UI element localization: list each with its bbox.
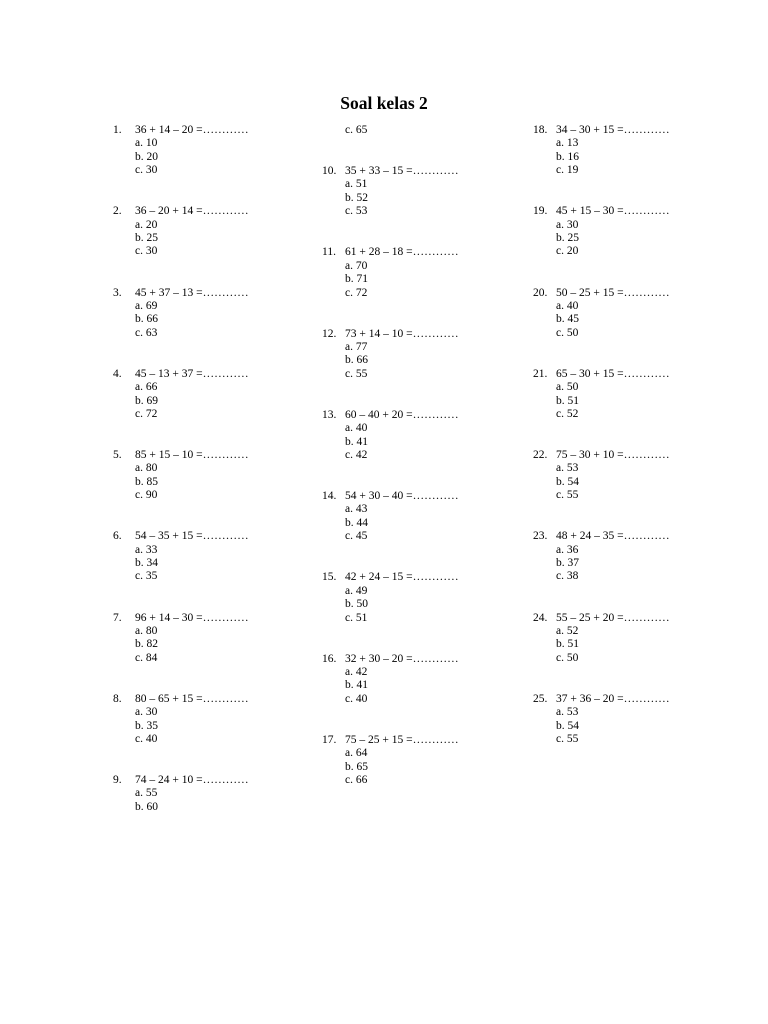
answer-option: c. 40: [345, 692, 368, 705]
answer-option: b. 50: [345, 598, 368, 611]
answer-option: b. 35: [135, 719, 158, 732]
answer-option: a. 30: [556, 218, 579, 231]
question-expression: 96 + 14 – 30 =…………: [135, 611, 249, 624]
question-expression: 85 + 15 – 10 =…………: [135, 449, 249, 461]
answer-option: a. 52: [556, 624, 579, 637]
answer-option: b. 66: [345, 354, 368, 367]
answer-option: c. 40: [135, 732, 158, 745]
question-expression: 60 – 40 + 20 =…………: [345, 408, 459, 421]
question-expression: 36 – 20 + 14 =…………: [135, 205, 249, 218]
answer-option: c. 55: [556, 732, 579, 745]
question-expression: 37 + 36 – 20 =…………: [556, 692, 670, 705]
answer-option: c. 55: [556, 489, 579, 502]
answer-option: a. 77: [345, 340, 368, 353]
answer-option: c. 90: [135, 489, 158, 502]
answer-option: b. 41: [345, 435, 368, 448]
question-number: 7.: [113, 611, 122, 624]
question-expression: 54 – 35 + 15 =…………: [135, 530, 249, 543]
question-expression: 80 – 65 + 15 =…………: [135, 692, 249, 705]
question-number: 25.: [533, 692, 548, 705]
answer-option: b. 44: [345, 516, 368, 529]
answer-option: c. 50: [556, 651, 579, 664]
answer-option: a. 30: [135, 706, 158, 719]
answer-option: b. 85: [135, 475, 158, 488]
answer-option: b. 66: [135, 313, 158, 326]
question-expression: 34 – 30 + 15 =…………: [556, 124, 670, 136]
answer-option: c. 52: [556, 407, 579, 420]
answer-option: a. 36: [556, 543, 579, 556]
question-number: 1.: [113, 124, 122, 136]
answer-option: c. 66: [345, 774, 368, 786]
answer-option: a. 80: [135, 462, 158, 475]
question-number: 6.: [113, 530, 122, 543]
answer-option: c. 84: [135, 651, 158, 664]
question-number: 19.: [533, 205, 548, 218]
question-expression: 75 – 25 + 15 =…………: [345, 733, 459, 746]
answer-option: b. 20: [135, 150, 158, 163]
question-expression: 74 – 24 + 10 =…………: [135, 774, 249, 786]
answer-option: a. 42: [345, 665, 368, 678]
question-expression: 65 – 30 + 15 =…………: [556, 367, 670, 380]
question-expression: 45 – 13 + 37 =…………: [135, 367, 249, 380]
question-number: 3.: [113, 286, 122, 299]
question-expression: 36 + 14 – 20 =…………: [135, 124, 249, 136]
answer-option: a. 53: [556, 706, 579, 719]
question-number: 16.: [322, 652, 337, 665]
question-number: 23.: [533, 530, 548, 543]
question-number: 10.: [322, 165, 337, 178]
answer-option: c. 19: [556, 164, 579, 177]
answer-option: b. 82: [135, 638, 158, 651]
answer-option: a. 80: [135, 624, 158, 637]
answer-option: a. 51: [345, 178, 368, 191]
answer-option: b. 25: [556, 232, 579, 245]
answer-option: a. 70: [345, 259, 368, 272]
answer-option: a. 40: [556, 299, 579, 312]
question-number: 5.: [113, 449, 122, 461]
answer-option: c. 30: [135, 245, 158, 258]
answer-option: b. 41: [345, 679, 368, 692]
answer-option: b. 65: [345, 760, 368, 773]
question-number: 17.: [322, 733, 337, 746]
question-expression: 50 – 25 + 15 =…………: [556, 286, 670, 299]
answer-option: a. 33: [135, 543, 158, 556]
answer-option: c. 55: [345, 367, 368, 380]
answer-option: b. 45: [556, 313, 579, 326]
question-expression: 45 + 15 – 30 =…………: [556, 205, 670, 218]
question-number: 14.: [322, 490, 337, 503]
answer-option: a. 55: [135, 787, 158, 800]
answer-option: c. 35: [135, 570, 158, 583]
answer-option: c. 65: [345, 124, 368, 136]
answer-option: c. 20: [556, 245, 579, 258]
question-number: 22.: [533, 449, 548, 461]
question-expression: 73 + 14 – 10 =…………: [345, 327, 459, 340]
answer-option: b. 51: [556, 638, 579, 651]
answer-option: c. 53: [345, 205, 368, 218]
question-expression: 75 – 30 + 10 =…………: [556, 449, 670, 461]
answer-option: a. 40: [345, 422, 368, 435]
answer-option: a. 66: [135, 381, 158, 394]
answer-option: c. 45: [345, 530, 368, 543]
question-number: 2.: [113, 205, 122, 218]
answer-option: c. 72: [135, 407, 158, 420]
question-number: 11.: [322, 246, 336, 259]
answer-option: c. 42: [345, 449, 368, 461]
answer-option: c. 50: [556, 326, 579, 339]
answer-option: b. 52: [345, 191, 368, 204]
question-number: 9.: [113, 774, 122, 786]
question-expression: 54 + 30 – 40 =…………: [345, 490, 459, 503]
answer-option: b. 51: [556, 394, 579, 407]
question-number: 13.: [322, 408, 337, 421]
answer-option: a. 69: [135, 299, 158, 312]
question-number: 15.: [322, 571, 337, 584]
question-number: 20.: [533, 286, 548, 299]
question-expression: 45 + 37 – 13 =…………: [135, 286, 249, 299]
page-title: Soal kelas 2: [340, 93, 428, 113]
answer-option: a. 20: [135, 218, 158, 231]
answer-option: a. 43: [345, 503, 368, 516]
question-expression: 48 + 24 – 35 =…………: [556, 530, 670, 543]
answer-option: c. 63: [135, 326, 158, 339]
question-expression: 61 + 28 – 18 =…………: [345, 246, 459, 259]
answer-option: c. 51: [345, 611, 368, 624]
answer-option: a. 53: [556, 462, 579, 475]
question-number: 24.: [533, 611, 548, 624]
question-number: 12.: [322, 327, 337, 340]
answer-option: b. 54: [556, 475, 579, 488]
answer-option: a. 10: [135, 137, 158, 150]
answer-option: a. 50: [556, 381, 579, 394]
question-number: 8.: [113, 692, 122, 705]
answer-option: c. 72: [345, 286, 368, 299]
answer-option: a. 49: [345, 584, 368, 597]
answer-option: b. 16: [556, 150, 579, 163]
question-expression: 55 – 25 + 20 =…………: [556, 611, 670, 624]
answer-option: a. 13: [556, 137, 579, 150]
answer-option: b. 37: [556, 557, 579, 570]
answer-option: c. 38: [556, 570, 579, 583]
answer-option: b. 69: [135, 394, 158, 407]
answer-option: b. 71: [345, 273, 368, 286]
question-expression: 32 + 30 – 20 =…………: [345, 652, 459, 665]
answer-option: b. 60: [135, 800, 158, 813]
question-number: 21.: [533, 367, 548, 380]
question-expression: 35 + 33 – 15 =…………: [345, 165, 459, 178]
answer-option: b. 34: [135, 557, 158, 570]
answer-option: b. 54: [556, 719, 579, 732]
question-number: 18.: [533, 124, 548, 136]
question-number: 4.: [113, 367, 122, 380]
answer-option: b. 25: [135, 232, 158, 245]
answer-option: a. 64: [345, 747, 368, 760]
answer-option: c. 30: [135, 164, 158, 177]
question-expression: 42 + 24 – 15 =…………: [345, 571, 459, 584]
